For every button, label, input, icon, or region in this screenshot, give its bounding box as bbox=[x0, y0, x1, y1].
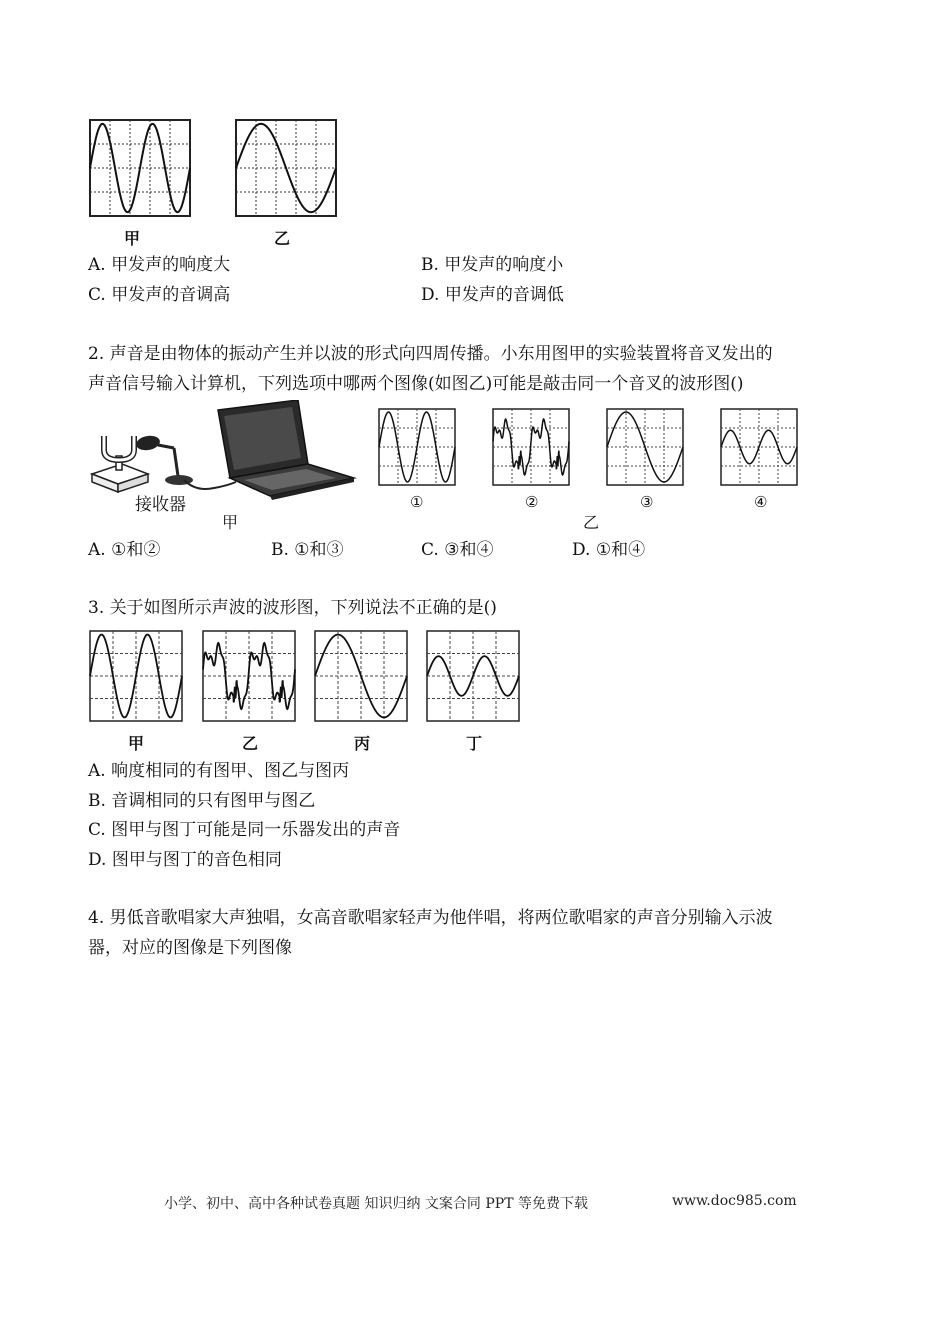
q2-stem-line1: 2. 声音是由物体的振动产生并以波的形式向四周传播。小东用图甲的实验装置将音叉发出的 bbox=[88, 344, 773, 364]
q4-stem-line2: 器，对应的图像是下列图像 bbox=[88, 938, 292, 958]
q2-scope-3-svg bbox=[605, 407, 685, 487]
q2-option-b: B. ①和③ bbox=[271, 540, 344, 560]
q3-scope-yi-svg bbox=[201, 629, 297, 723]
q2-scope-2 bbox=[491, 407, 571, 487]
q1-option-a: A. 甲发声的响度大 bbox=[88, 255, 231, 275]
q2-scope-1-label: ① bbox=[410, 493, 424, 511]
q3-label-ding: 丁 bbox=[466, 734, 483, 753]
q3-label-jia: 甲 bbox=[128, 734, 145, 753]
q1-label-yi: 乙 bbox=[274, 229, 291, 248]
q2-scope-4-label: ④ bbox=[754, 493, 768, 511]
q2-fig-yi-label: 乙 bbox=[583, 513, 600, 532]
q1-option-b: B. 甲发声的响度小 bbox=[421, 255, 564, 275]
q2-stem-line2: 声音信号输入计算机，下列选项中哪两个图像(如图乙)可能是敲击同一个音叉的波形图() bbox=[88, 374, 744, 394]
q1-label-jia: 甲 bbox=[124, 229, 141, 248]
q2-scope-2-label: ② bbox=[525, 493, 539, 511]
q3-option-c: C. 图甲与图丁可能是同一乐器发出的声音 bbox=[88, 820, 401, 840]
q3-option-d: D. 图甲与图丁的音色相同 bbox=[88, 850, 282, 870]
q3-scope-ding-svg bbox=[425, 629, 521, 723]
q2-scope-4 bbox=[719, 407, 799, 487]
q2-scope-3-label: ③ bbox=[640, 493, 654, 511]
q1-scope-yi bbox=[234, 118, 338, 218]
q3-scope-jia bbox=[88, 629, 184, 723]
q2-option-a: A. ①和② bbox=[88, 540, 161, 560]
q3-option-b: B. 音调相同的只有图甲与图乙 bbox=[88, 791, 316, 811]
q1-scope-jia bbox=[88, 118, 192, 218]
q3-label-bing: 丙 bbox=[354, 734, 371, 753]
q2-scope-1 bbox=[377, 407, 457, 487]
microphone-icon bbox=[135, 434, 236, 489]
q1-option-c: C. 甲发声的音调高 bbox=[88, 285, 231, 305]
q1-scope-yi-svg bbox=[234, 118, 338, 218]
laptop-icon bbox=[218, 400, 354, 500]
q4-stem-line1: 4. 男低音歌唱家大声独唱，女高音歌唱家轻声为他伴唱，将两位歌唱家的声音分别输入示波 bbox=[88, 908, 773, 928]
q2-scope-2-svg bbox=[491, 407, 571, 487]
q3-stem: 3. 关于如图所示声波的波形图，下列说法不正确的是() bbox=[88, 598, 497, 618]
q2-scope-1-svg bbox=[377, 407, 457, 487]
q3-scope-bing-svg bbox=[313, 629, 409, 723]
q2-scope-4-svg bbox=[719, 407, 799, 487]
q3-scope-bing bbox=[313, 629, 409, 723]
q3-option-a: A. 响度相同的有图甲、图乙与图丙 bbox=[88, 761, 350, 781]
q2-option-c: C. ③和④ bbox=[421, 540, 494, 560]
q1-option-d: D. 甲发声的音调低 bbox=[421, 285, 564, 305]
footer-text: 小学、初中、高中各种试卷真题 知识归纳 文案合同 PPT 等免费下载 bbox=[164, 1196, 588, 1212]
q3-label-yi: 乙 bbox=[242, 734, 259, 753]
q2-apparatus-illustration bbox=[86, 400, 366, 525]
q3-scope-ding bbox=[425, 629, 521, 723]
q2-scope-3 bbox=[605, 407, 685, 487]
q2-fig-jia-label: 甲 bbox=[222, 513, 239, 532]
q2-receiver-label: 接收器 bbox=[135, 495, 186, 515]
q3-scope-jia-svg bbox=[88, 629, 184, 723]
q3-scope-yi bbox=[201, 629, 297, 723]
footer-url[interactable]: www.doc985.com bbox=[672, 1193, 797, 1209]
q1-scope-jia-svg bbox=[88, 118, 192, 218]
q2-option-d: D. ①和④ bbox=[572, 540, 646, 560]
